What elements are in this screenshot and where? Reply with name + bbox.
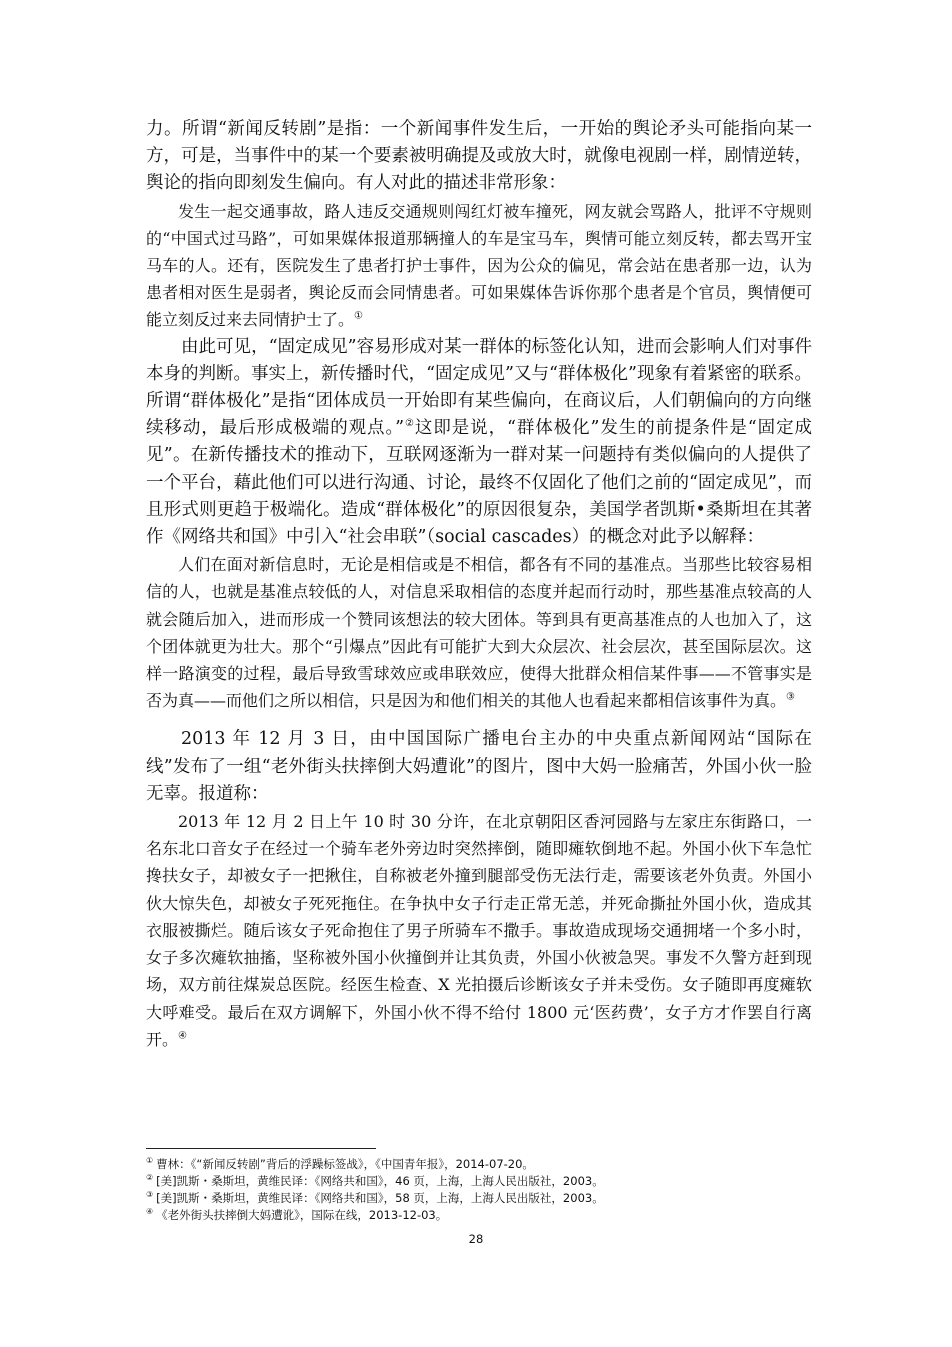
page-number: 28 xyxy=(468,1232,484,1246)
quote-text: 人们在面对新信息时，无论是相信或是不相信，都各有不同的基准点。当那些比较容易相信的人，也就是基准点较低的人，对信息采取相信的态度并起而行动时，那些基准点较高的人就会随后加入，进而形成一个赞同该想法的较大团体。等到具有更高基准点的人也加入了，这个团体就更为壮大。那个“引爆点”因此有可能扩大到大众层次、社会层次，甚至国际层次。这样一路演变的过程，最后导致雪球效应或串联效应，使得大批群众相信某件事——不管事实是否为真——而他们之所以相信，只是因为和他们相关的其他人也看起来都相信该事件为真。 xyxy=(146,555,812,711)
footnote-mark: ① xyxy=(146,1156,154,1166)
footnote-mark: ② xyxy=(146,1173,154,1183)
paragraph-text: 由此可见，“固定成见”容易形成对某一群体的标签化认知，进而会影响人们对事件本身的判断。事实上，新传播时代，“固定成见”又与“群体极化”现象有着紧密的联系。所谓“群体极化”是指“团体成员一开始即有某些偏向，在商议后，人们朝偏向的方向继续移动，最后形成极端的观点。” xyxy=(146,336,812,439)
paragraph-text-continued: 这即是说，“群体极化”发生的前提条件是“固定成见”。在新传播技术的推动下，互联网逐渐为一群对某一问题持有类似偏向的人提供了一个平台，藉此他们可以进行沟通、讨论，最终不仅固化了他们之前的“固定成见”，而且形式则更趋于极端化。造成“群体极化”的原因很复杂，美国学者凯斯•桑斯坦在其著作《网络共和国》中引入“社会串联”（social cascades）的概念对此予以解释： xyxy=(146,418,812,548)
paragraph-intro: 力。所谓“新闻反转剧”是指：一个新闻事件发生后，一开始的舆论矛头可能指向某一方，可是，当事件中的某一个要素被明确提及或放大时，就像电视剧一样，剧情逆转，舆论的指向即刻发生偏向。有人对此的描述非常形象： xyxy=(146,119,812,194)
footnotes xyxy=(146,1156,812,1224)
quote-news-excerpt xyxy=(146,808,812,1053)
quote-text: 2013 年 12 月 2 日上午 10 时 30 分许，在北京朝阳区香河园路与左家庄东街路口，一名东北口音女子在经过一个骑车老外旁边时突然摔倒，随即瘫软倒地不起。外国小伙下车急忙搀扶女子，却被女子一把揪住，自称被老外撞到腿部受伤无法行走，需要该老外负责。外国小伙大惊失色，却被女子死死拖住。在争执中女子行走正常无恙，并死命撕扯外国小伙，造成其衣服被撕烂。随后该女子死命抱住了男子所骑车不撒手。事故造成现场交通拥堵一个多小时，女子多次瘫软抽搐，坚称被外国小伙撞倒并让其负责，外国小伙被急哭。事发不久警方赶到现场，双方前往煤炭总医院。经医生检查、X 光拍摄后诊断该女子并未受伤。女子随即再度瘫软大呼难受。最后在双方调解下，外国小伙不得不给付 1800 元‘医药费’，女子方才作罢自行离开。 xyxy=(146,812,812,1049)
quote-text: 发生一起交通事故，路人违反交通规则闯红灯被车撞死，网友就会骂路人，批评不守规则的“中国式过马路”，可如果媒体报道那辆撞人的车是宝马车，舆情可能立刻反转，都去骂开宝马车的人。还有，医院发生了患者打护士事件，因为公众的偏见，常会站在患者那一边，认为患者相对医生是弱者，舆论反而会同情患者。可如果媒体告诉你那个患者是个官员，舆情便可能立刻反过来去同情护士了。 xyxy=(146,201,812,330)
footnote-text: 曹林：《“新闻反转剧”背后的浮躁标签战》，《中国青年报》，2014-07-20。 xyxy=(156,1157,534,1171)
footnote-2 xyxy=(146,1173,812,1190)
footnote-text: [美]凯斯・桑斯坦，黄维民译：《网络共和国》，58 页，上海，上海人民出版社，2003。 xyxy=(156,1191,604,1205)
footnote-mark: ④ xyxy=(146,1207,154,1217)
paragraph-stereotype xyxy=(146,334,812,552)
footnote-ref-4[interactable]: ④ xyxy=(178,1030,187,1042)
footnote-mark: ③ xyxy=(146,1190,154,1200)
footnote-ref-2[interactable]: ② xyxy=(404,418,415,430)
footnote-separator xyxy=(146,1148,376,1149)
footnote-text: 《老外街头扶摔倒大妈遭讹》，国际在线，2013-12-03。 xyxy=(156,1208,448,1222)
footnote-ref-1[interactable]: ① xyxy=(354,311,363,323)
body-text xyxy=(146,116,812,1053)
footnote-ref-3[interactable]: ③ xyxy=(786,691,795,703)
quote-traffic-example xyxy=(146,198,812,334)
footnote-3 xyxy=(146,1190,812,1207)
quote-social-cascades xyxy=(146,551,812,714)
footnote-4 xyxy=(146,1207,812,1224)
footnote-1 xyxy=(146,1156,812,1173)
footnote-text: [美]凯斯・桑斯坦，黄维民译：《网络共和国》，46 页，上海，上海人民出版社，2003。 xyxy=(156,1174,604,1188)
paragraph-news-report: 2013 年 12 月 3 日，由中国国际广播电台主办的中央重点新闻网站“国际在线”发布了一组“老外街头扶摔倒大妈遭讹”的图片，图中大妈一脸痛苦，外国小伙一脸无辜。报道称： xyxy=(146,729,812,804)
